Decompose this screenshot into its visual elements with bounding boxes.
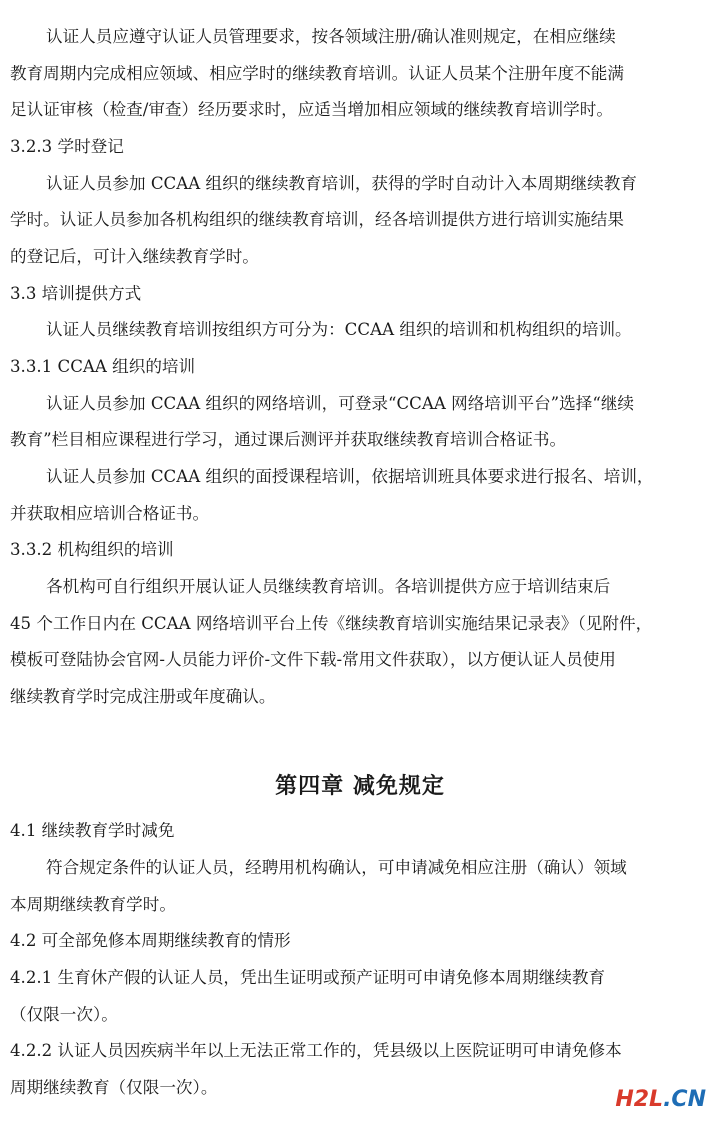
section-heading: 4.1 继续教育学时减免 — [10, 821, 175, 840]
paragraph-line: 周期继续教育（仅限一次）。 — [10, 1078, 218, 1097]
section-heading: 3.3 培训提供方式 — [10, 284, 142, 303]
paragraph-line: 认证人员参加 CCAA 组织的网络培训，可登录“CCAA 网络培训平台”选择“继续 — [46, 394, 635, 413]
section-heading: 4.2 可全部免修本周期继续教育的情形 — [10, 931, 291, 950]
section-heading: 3.2.3 学时登记 — [10, 137, 124, 156]
paragraph-line: 认证人员参加 CCAA 组织的继续教育培训，获得的学时自动计入本周期继续教育 — [46, 174, 637, 193]
paragraph-line: 各机构可自行组织开展认证人员继续教育培训。各培训提供方应于培训结束后 — [46, 577, 611, 596]
paragraph-line: 认证人员继续教育培训按组织方可分为：CCAA 组织的培训和机构组织的培训。 — [46, 320, 632, 339]
paragraph-line: 的登记后，可计入继续教育学时。 — [10, 247, 259, 266]
paragraph-line: 认证人员应遵守认证人员管理要求，按各领域注册/确认准则规定，在相应继续 — [46, 27, 616, 46]
paragraph-line: 继续教育学时完成注册或年度确认。 — [10, 687, 276, 706]
paragraph-line: 符合规定条件的认证人员，经聘用机构确认，可申请减免相应注册（确认）领域 — [46, 858, 627, 877]
section-heading: 3.3.1 CCAA 组织的培训 — [10, 357, 196, 376]
paragraph-line: 4.2.2 认证人员因疾病半年以上无法正常工作的，凭县级以上医院证明可申请免修本 — [10, 1041, 622, 1060]
paragraph-line: 4.2.1 生育休产假的认证人员，凭出生证明或预产证明可申请免修本周期继续教育 — [10, 968, 606, 987]
paragraph-line: （仅限一次）。 — [10, 1005, 118, 1024]
paragraph-line: 认证人员参加 CCAA 组织的面授课程培训，依据培训班具体要求进行报名、培训， — [46, 467, 654, 486]
watermark-logo — [615, 1086, 706, 1114]
paragraph-line: 并获取相应培训合格证书。 — [10, 504, 210, 523]
paragraph-line: 教育周期内完成相应领域、相应学时的继续教育培训。认证人员某个注册年度不能满 — [10, 64, 624, 83]
section-heading: 3.3.2 机构组织的培训 — [10, 540, 174, 559]
watermark-part1: H2L — [615, 1087, 664, 1112]
paragraph-line: 足认证审核（检查/审查）经历要求时，应适当增加相应领域的继续教育培训学时。 — [10, 100, 613, 119]
paragraph-line: 学时。认证人员参加各机构组织的继续教育培训，经各培训提供方进行培训实施结果 — [10, 210, 624, 229]
chapter-title: 第四章 减免规定 — [275, 774, 445, 799]
watermark-part2: .CN — [663, 1087, 706, 1112]
paragraph-line: 教育”栏目相应课程进行学习，通过课后测评并获取继续教育培训合格证书。 — [10, 430, 567, 449]
paragraph-line: 本周期继续教育学时。 — [10, 895, 176, 914]
paragraph-line: 45 个工作日内在 CCAA 网络培训平台上传《继续教育培训实施结果记录表》（见附件， — [10, 614, 653, 633]
paragraph-line: 模板可登陆协会官网-人员能力评价-文件下载-常用文件获取），以方便认证人员使用 — [10, 650, 616, 669]
